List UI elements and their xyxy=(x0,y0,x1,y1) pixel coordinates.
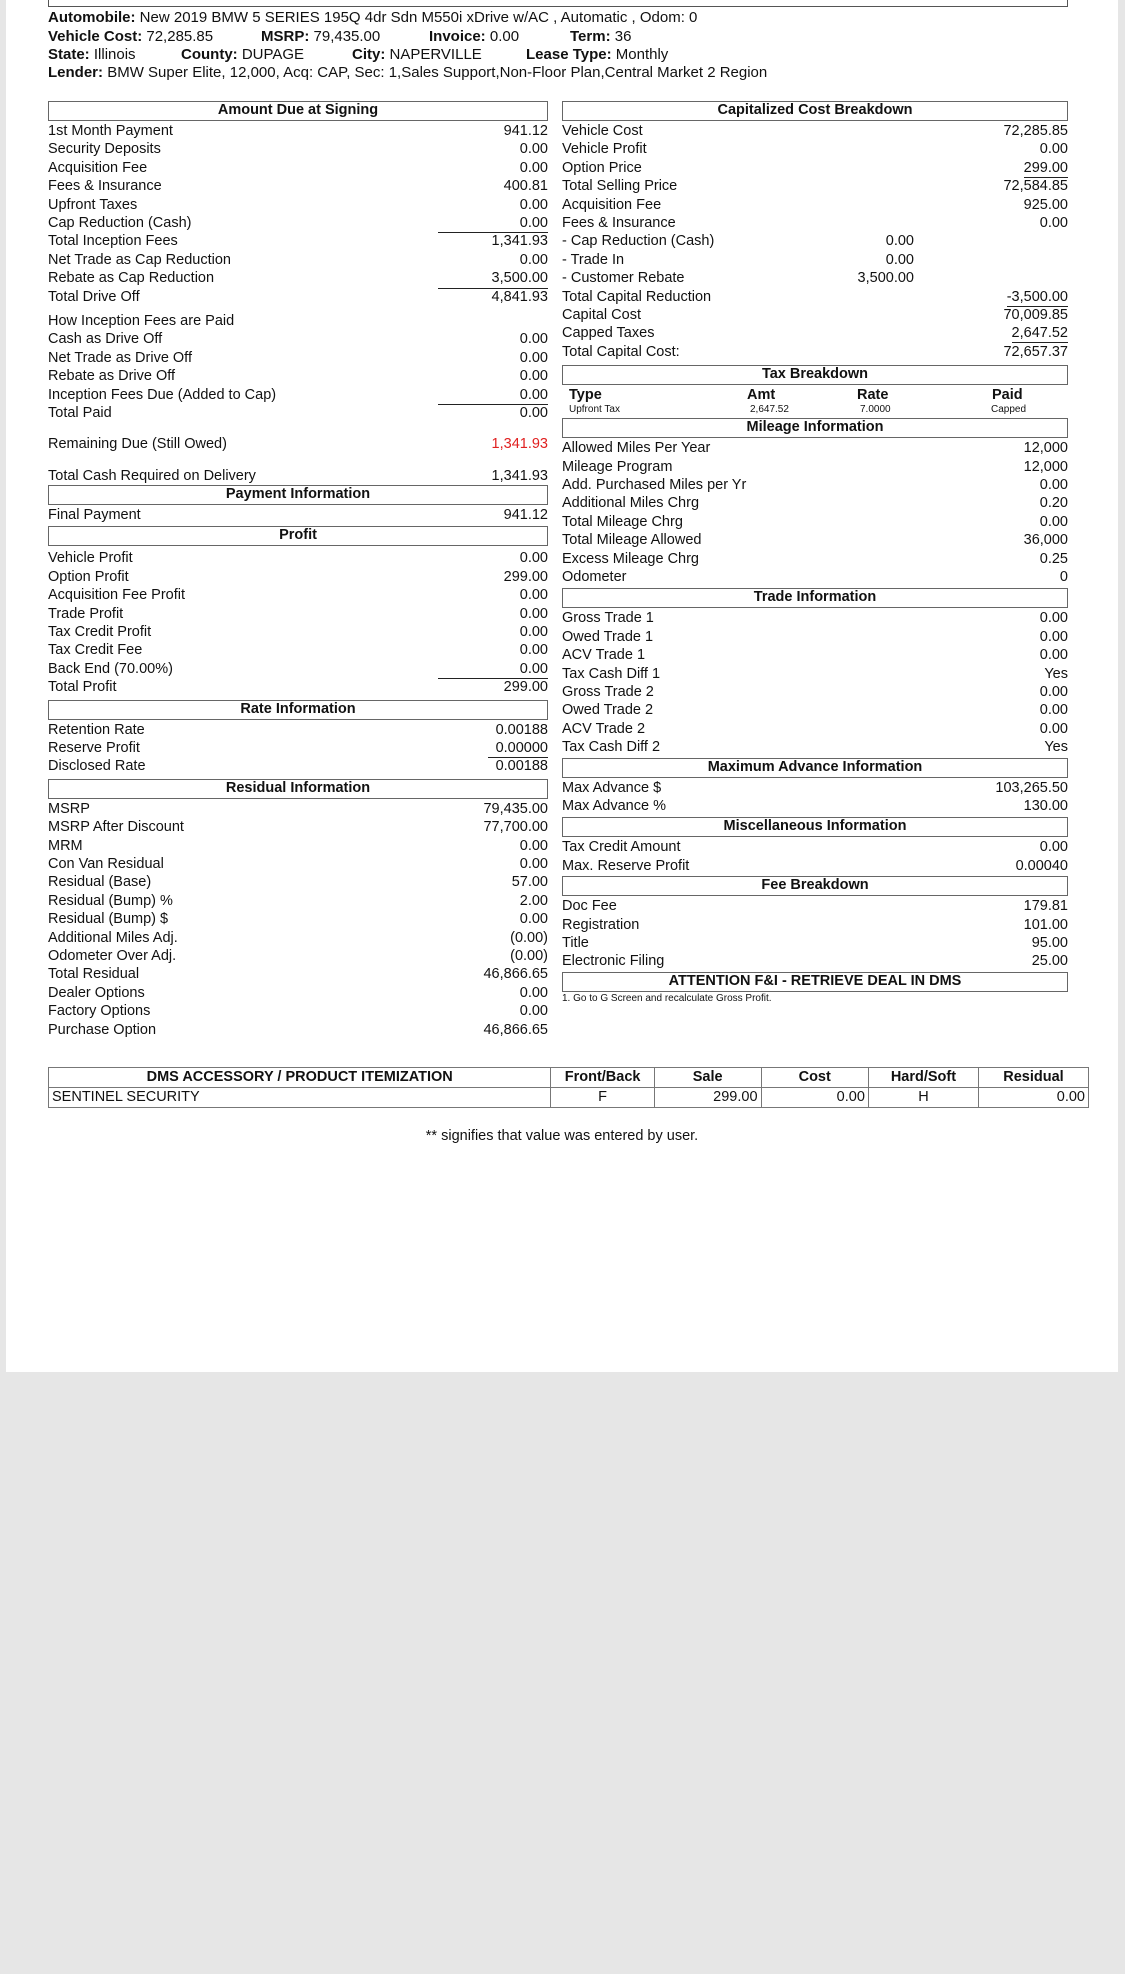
dms-cell-product: SENTINEL SECURITY xyxy=(49,1088,551,1108)
row-label: ACV Trade 2 xyxy=(562,720,646,737)
lease-type-line: Lease Type: Monthly xyxy=(526,46,669,63)
dms-col-sale: Sale xyxy=(654,1068,761,1088)
tax-cell-type: Upfront Tax xyxy=(569,404,620,416)
term-line: Term: 36 xyxy=(570,28,632,45)
row-value: 0.00 xyxy=(519,331,548,348)
row-label: Capital Cost xyxy=(562,307,641,323)
row-label: Total Residual xyxy=(48,966,140,983)
tax-cell-paid: Capped xyxy=(991,404,1027,416)
row-label: Total Mileage Allowed xyxy=(562,532,702,549)
row-label: Dealer Options xyxy=(48,984,145,1001)
row-label: Doc Fee xyxy=(562,898,617,915)
row-label: Tax Credit Fee xyxy=(48,642,143,659)
row-label: Con Van Residual xyxy=(48,856,164,872)
row-label: Total Paid xyxy=(48,405,112,421)
mileage-info-header: Mileage Information xyxy=(562,418,1068,438)
tax-col-type: Type xyxy=(569,387,602,404)
automobile-line: Automobile: New 2019 BMW 5 SERIES 195Q 4dr Sdn M550i xDrive w/AC , Automatic , Odom: 0 xyxy=(48,9,698,26)
row-label: Odometer Over Adj. xyxy=(48,948,177,964)
row-label: Factory Options xyxy=(48,1003,151,1020)
row-value: 0.00 xyxy=(519,624,548,640)
row-label: Mileage Program xyxy=(562,458,673,475)
underline-rule xyxy=(438,404,548,405)
row-label: How Inception Fees are Paid xyxy=(48,313,235,329)
row-label: - Customer Rebate xyxy=(562,270,685,287)
row-value: 57.00 xyxy=(511,874,548,891)
misc-info-header: Miscellaneous Information xyxy=(562,817,1068,837)
row-label: Acquisition Fee xyxy=(48,159,148,176)
row-value: 0.00 xyxy=(519,984,548,1001)
row-label: Total Mileage Chrg xyxy=(562,513,683,530)
lender-line: Lender: BMW Super Elite, 12,000, Acq: CAP, Sec: 1,Sales Support,Non-Floor Plan,Central Market 2 Region xyxy=(48,64,768,81)
row-value: 0.00 xyxy=(1039,513,1068,530)
underline-rule xyxy=(488,757,548,758)
row-value: 12,000 xyxy=(1023,458,1068,475)
row-label: Add. Purchased Miles per Yr xyxy=(562,477,747,493)
row-value: 3,500.00 xyxy=(857,270,914,287)
row-value: -3,500.00 xyxy=(1006,288,1068,305)
top-title-box xyxy=(48,0,1068,7)
tax-col-amt: Amt xyxy=(747,387,776,404)
row-label: Gross Trade 1 xyxy=(562,610,654,627)
row-label: Option Profit xyxy=(48,568,129,585)
row-value: 0.00 xyxy=(1039,720,1068,737)
row-value: 2.00 xyxy=(519,892,548,909)
row-label: Total Profit xyxy=(48,679,117,696)
row-label: Disclosed Rate xyxy=(48,758,146,775)
row-value: 299.00 xyxy=(1023,159,1068,176)
row-label: Acquisition Fee Profit xyxy=(48,587,186,604)
row-label: Owed Trade 2 xyxy=(562,702,654,719)
row-value: (0.00) xyxy=(510,929,548,946)
dms-header-row xyxy=(49,1068,1089,1088)
tax-col-paid: Paid xyxy=(992,387,1023,404)
residual-info-header: Residual Information xyxy=(48,779,548,799)
row-label: Tax Credit Amount xyxy=(562,839,681,856)
msrp-line: MSRP: 79,435.00 xyxy=(261,28,381,45)
row-value: 72,285.85 xyxy=(1003,123,1068,139)
row-value: 0.00 xyxy=(1039,610,1068,627)
row-value: 0.00188 xyxy=(495,721,548,738)
row-value: 0.20 xyxy=(1039,495,1068,512)
underline-rule xyxy=(438,232,548,233)
row-value: 130.00 xyxy=(1023,798,1068,814)
row-label: Final Payment xyxy=(48,507,141,524)
row-value: 0.00 xyxy=(519,405,548,421)
dms-col-cost: Cost xyxy=(761,1068,868,1088)
row-value: 0.00 xyxy=(519,368,548,385)
row-label: Fees & Insurance xyxy=(562,215,676,231)
tax-col-rate: Rate xyxy=(857,387,889,404)
row-value: 0.00 xyxy=(1039,839,1068,856)
row-value: 0.00 xyxy=(519,911,548,928)
row-value: 0.00 xyxy=(519,642,548,659)
city-line: City: NAPERVILLE xyxy=(352,46,482,63)
row-value: 0.00 xyxy=(885,233,914,250)
row-value: 0.00 xyxy=(519,386,548,403)
cap-cost-header: Capitalized Cost Breakdown xyxy=(562,101,1068,121)
row-label: Max Advance $ xyxy=(562,779,662,796)
row-value: 0.00 xyxy=(519,251,548,268)
row-value: 0.00 xyxy=(519,856,548,872)
row-label: Title xyxy=(562,935,589,951)
row-value: 0.25 xyxy=(1039,550,1068,567)
row-label: Max. Reserve Profit xyxy=(562,857,690,874)
gross-profit-note: 1. Go to G Screen and recalculate Gross Profit. xyxy=(562,992,772,1004)
dms-cell-residual: 0.00 xyxy=(978,1088,1088,1108)
row-value: 0.00 xyxy=(1039,215,1068,231)
row-value: 25.00 xyxy=(1031,953,1068,970)
row-label: Gross Trade 2 xyxy=(562,684,654,700)
fee-breakdown-header: Fee Breakdown xyxy=(562,876,1068,896)
row-label: Back End (70.00%) xyxy=(48,660,173,677)
row-value: 941.12 xyxy=(503,123,548,139)
row-label: MRM xyxy=(48,837,83,854)
row-value: 1,341.93 xyxy=(491,436,548,453)
row-value: 400.81 xyxy=(503,178,548,195)
row-value: 0.00 xyxy=(1039,702,1068,719)
dms-col-residual: Residual xyxy=(978,1068,1088,1088)
underline-rule xyxy=(438,678,548,679)
row-value: 3,500.00 xyxy=(491,270,548,287)
dms-cell-cost: 0.00 xyxy=(761,1088,868,1108)
row-value: 0.00 xyxy=(1039,141,1068,158)
row-value: 0.00188 xyxy=(495,758,548,775)
row-value: 299.00 xyxy=(503,568,548,585)
row-label: Total Capital Cost: xyxy=(562,343,680,360)
row-value: 0.00 xyxy=(1039,628,1068,645)
row-value: 0.00 xyxy=(1039,647,1068,664)
row-label: Registration xyxy=(562,916,640,933)
underline-rule xyxy=(438,288,548,289)
row-value: 12,000 xyxy=(1023,440,1068,457)
amount-due-header: Amount Due at Signing xyxy=(48,101,548,121)
dms-itemization-table xyxy=(48,1067,1089,1108)
row-value: 179.81 xyxy=(1023,898,1068,915)
row-value: Yes xyxy=(1044,739,1068,756)
row-label: 1st Month Payment xyxy=(48,123,173,139)
tax-breakdown-header: Tax Breakdown xyxy=(562,365,1068,385)
row-value: 72,584.85 xyxy=(1003,178,1068,195)
row-label: Total Inception Fees xyxy=(48,233,178,250)
row-value: 0.00 xyxy=(519,587,548,604)
dms-cell-frontback: F xyxy=(551,1088,655,1108)
row-value: 36,000 xyxy=(1023,532,1068,549)
row-value: 0.00 xyxy=(519,1003,548,1020)
row-label: Retention Rate xyxy=(48,721,145,738)
row-label: Excess Mileage Chrg xyxy=(562,550,699,567)
row-value: 0.00000 xyxy=(495,740,548,756)
row-label: Vehicle Cost xyxy=(562,123,643,139)
row-value: 0.00 xyxy=(519,605,548,622)
row-value: 1,341.93 xyxy=(491,233,548,250)
county-line: County: DUPAGE xyxy=(181,46,305,63)
row-value: (0.00) xyxy=(510,948,548,964)
row-value: 0.00 xyxy=(519,215,548,231)
row-value: 2,647.52 xyxy=(1011,325,1068,342)
row-value: 95.00 xyxy=(1031,935,1068,951)
row-label: - Trade In xyxy=(562,251,625,268)
row-value: 46,866.65 xyxy=(483,1021,548,1038)
row-label: Capped Taxes xyxy=(562,325,655,342)
row-value: 299.00 xyxy=(503,679,548,696)
row-value: 79,435.00 xyxy=(483,800,548,817)
row-value: 0 xyxy=(1059,569,1068,585)
tax-cell-rate: 7.0000 xyxy=(860,404,891,416)
row-label: MSRP After Discount xyxy=(48,819,184,836)
row-label: Additional Miles Adj. xyxy=(48,929,178,946)
row-label: Total Cash Required on Delivery xyxy=(48,468,256,485)
row-label: Security Deposits xyxy=(48,141,161,158)
row-value: 0.00 xyxy=(519,141,548,158)
row-value: 0.00 xyxy=(519,550,548,567)
row-label: Vehicle Profit xyxy=(562,141,647,158)
row-value: 941.12 xyxy=(503,507,548,524)
dms-col-product: DMS ACCESSORY / PRODUCT ITEMIZATION xyxy=(49,1068,551,1088)
dms-col-hardsoft: Hard/Soft xyxy=(868,1068,978,1088)
row-label: Net Trade as Cap Reduction xyxy=(48,251,231,268)
row-label: Fees & Insurance xyxy=(48,178,162,195)
row-label: Tax Cash Diff 1 xyxy=(562,665,661,682)
row-label: Additional Miles Chrg xyxy=(562,495,700,512)
row-value: 46,866.65 xyxy=(483,966,548,983)
row-label: Residual (Bump) $ xyxy=(48,911,169,928)
row-value: Yes xyxy=(1044,665,1068,682)
row-label: Rebate as Drive Off xyxy=(48,368,176,385)
row-label: Net Trade as Drive Off xyxy=(48,349,192,366)
row-label: ACV Trade 1 xyxy=(562,647,646,664)
row-label: Acquisition Fee xyxy=(562,196,662,213)
attention-banner: ATTENTION F&I - RETRIEVE DEAL IN DMS xyxy=(562,972,1068,992)
right-column xyxy=(562,100,1068,1020)
row-label: Residual (Base) xyxy=(48,874,152,891)
row-label: Cap Reduction (Cash) xyxy=(48,215,192,231)
row-value: 0.00 xyxy=(519,837,548,854)
state-line: State: Illinois xyxy=(48,46,136,63)
row-label: Owed Trade 1 xyxy=(562,628,654,645)
row-value: 925.00 xyxy=(1023,196,1068,213)
row-value: 4,841.93 xyxy=(491,288,548,305)
row-value: 70,009.85 xyxy=(1003,307,1068,323)
row-value: 1,341.93 xyxy=(491,468,548,485)
invoice-line: Invoice: 0.00 xyxy=(429,28,520,45)
row-label: Tax Cash Diff 2 xyxy=(562,739,661,756)
document-title xyxy=(49,0,1067,1)
row-label: Reserve Profit xyxy=(48,740,140,756)
row-label: Remaining Due (Still Owed) xyxy=(48,436,227,453)
row-label: Odometer xyxy=(562,569,627,585)
row-label: - Cap Reduction (Cash) xyxy=(562,233,715,250)
row-value: 0.00040 xyxy=(1015,857,1068,874)
row-value: 77,700.00 xyxy=(483,819,548,836)
row-value: 0.00 xyxy=(885,251,914,268)
row-value: 72,657.37 xyxy=(1003,343,1068,360)
row-value: 0.00 xyxy=(519,349,548,366)
row-value: 103,265.50 xyxy=(995,779,1068,796)
row-label: Vehicle Profit xyxy=(48,550,133,567)
dms-cell-sale: 299.00 xyxy=(654,1088,761,1108)
rate-info-header: Rate Information xyxy=(48,700,548,720)
row-label: MSRP xyxy=(48,800,90,817)
row-label: Tax Credit Profit xyxy=(48,624,152,640)
row-label: Rebate as Cap Reduction xyxy=(48,270,215,287)
max-advance-header: Maximum Advance Information xyxy=(562,758,1068,778)
row-label: Total Drive Off xyxy=(48,288,140,305)
row-label: Total Capital Reduction xyxy=(562,288,712,305)
row-label: Cash as Drive Off xyxy=(48,331,163,348)
row-label: Allowed Miles Per Year xyxy=(562,440,711,457)
row-label: Inception Fees Due (Added to Cap) xyxy=(48,386,277,403)
trade-info-header: Trade Information xyxy=(562,588,1068,608)
row-value: 0.00 xyxy=(519,196,548,213)
dms-col-frontback: Front/Back xyxy=(551,1068,655,1088)
row-value: 101.00 xyxy=(1023,916,1068,933)
row-value: 0.00 xyxy=(1039,477,1068,493)
dms-cell-hardsoft: H xyxy=(868,1088,978,1108)
left-column xyxy=(48,100,548,1060)
row-value: 0.00 xyxy=(1039,684,1068,700)
row-label: Trade Profit xyxy=(48,605,124,622)
row-label: Total Selling Price xyxy=(562,178,678,195)
row-value: 0.00 xyxy=(519,660,548,677)
cost-line: Vehicle Cost: 72,285.85 xyxy=(48,28,214,45)
row-value: 0.00 xyxy=(519,159,548,176)
footnote: ** signifies that value was entered by user. xyxy=(425,1128,699,1144)
document-sheet xyxy=(6,0,1118,1372)
row-label: Option Price xyxy=(562,159,642,176)
payment-info-header: Payment Information xyxy=(48,485,548,505)
row-label: Upfront Taxes xyxy=(48,196,138,213)
row-label: Electronic Filing xyxy=(562,953,665,970)
row-label: Residual (Bump) % xyxy=(48,892,173,909)
row-label: Max Advance % xyxy=(562,798,666,814)
row-label: Purchase Option xyxy=(48,1021,157,1038)
tax-cell-amt: 2,647.52 xyxy=(750,404,789,416)
profit-header: Profit xyxy=(48,526,548,546)
table-row xyxy=(49,1088,1089,1108)
